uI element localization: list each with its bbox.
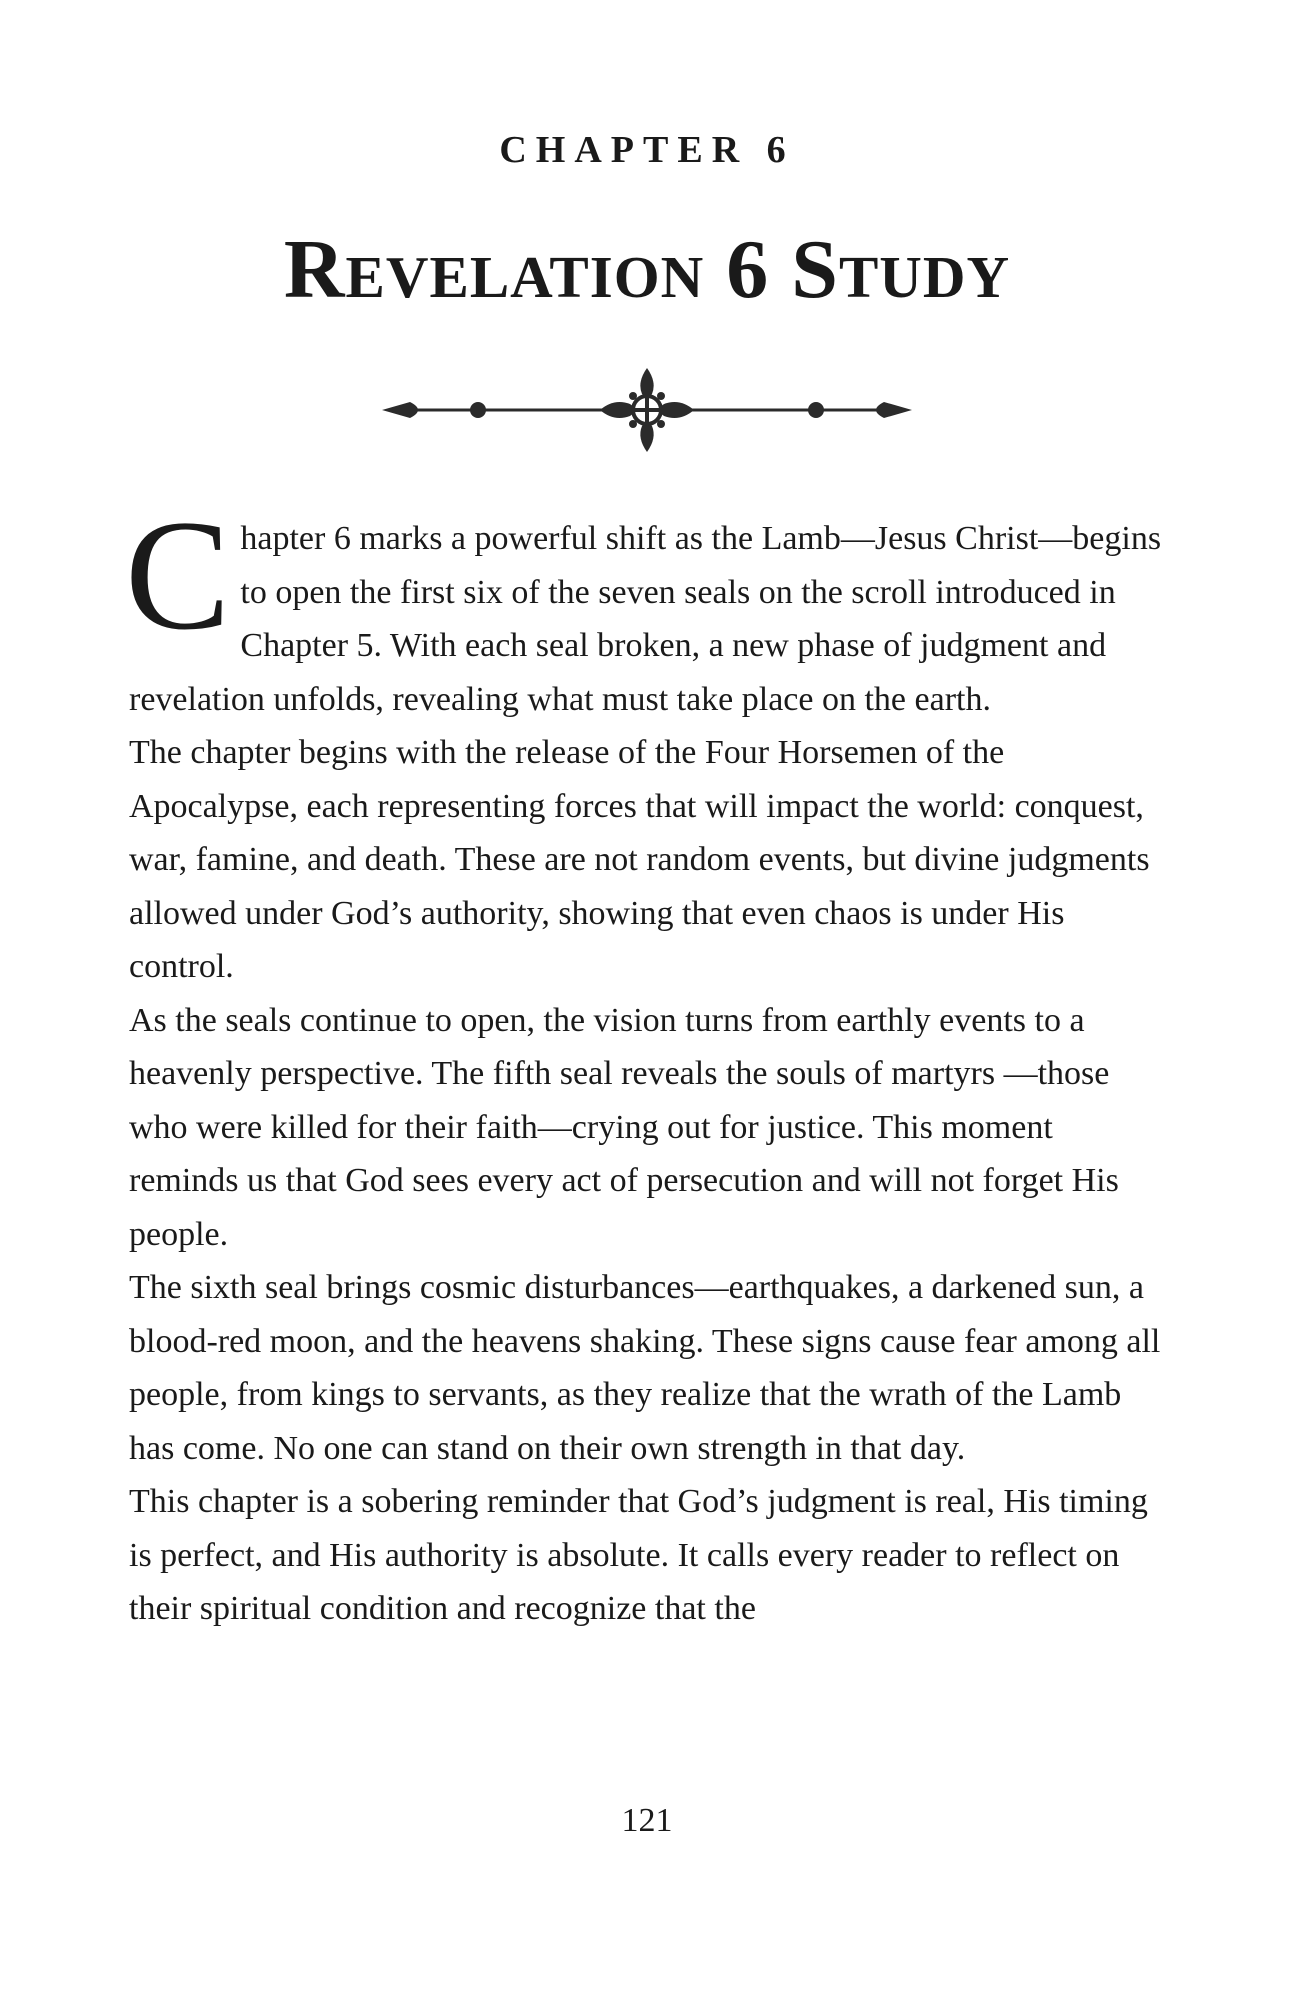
page-number: 121 xyxy=(621,1802,673,1839)
paragraph-1-text: hapter 6 marks a powerful shift as the Lamb—Jesus Christ—begins to open the first six of the seven seals on the scroll introduced in Chapter 5. With each seal broken, a new phase of judgment and revelation unfolds, revealing what must take place on the earth. xyxy=(129,520,1162,718)
paragraph-3: As the seals continue to open, the vision turns from earthly events to a heavenly perspective. The fifth seal reveals the souls of martyrs —those who were killed for their faith—crying out for justice. This moment reminds us that God sees every act of persecution and will not forget His people. xyxy=(129,1001,1119,1253)
fleuron-divider-icon xyxy=(382,360,912,460)
chapter-title: Revelation 6 Study xyxy=(283,223,1011,316)
paragraph-1 xyxy=(125,488,1169,726)
paragraph-2: The chapter begins with the release of the Four Horsemen of the Apocalypse, each representing forces that will impact the world: conquest, war, famine, and death. These are not random events, but divine judgments allowed under God’s authority, showing that even chaos is under His control. xyxy=(129,734,1150,985)
chapter-label: CHAPTER 6 xyxy=(499,129,795,171)
paragraph-5: This chapter is a sobering reminder that God’s judgment is real, His timing is perfect, and His authority is absolute. It calls every reader to reflect on their spiritual condition and recognize that the xyxy=(129,1483,1148,1627)
chapter-body xyxy=(125,488,1169,1636)
paragraph-4: The sixth seal brings cosmic disturbances—earthquakes, a darkened sun, a blood-red moon, and the heavens shaking. These signs cause fear among all people, from kings to servants, as they realize that the wrath of the Lamb has come. No one can stand on their own strength in that day. xyxy=(129,1269,1161,1467)
drop-cap: C xyxy=(125,488,231,663)
